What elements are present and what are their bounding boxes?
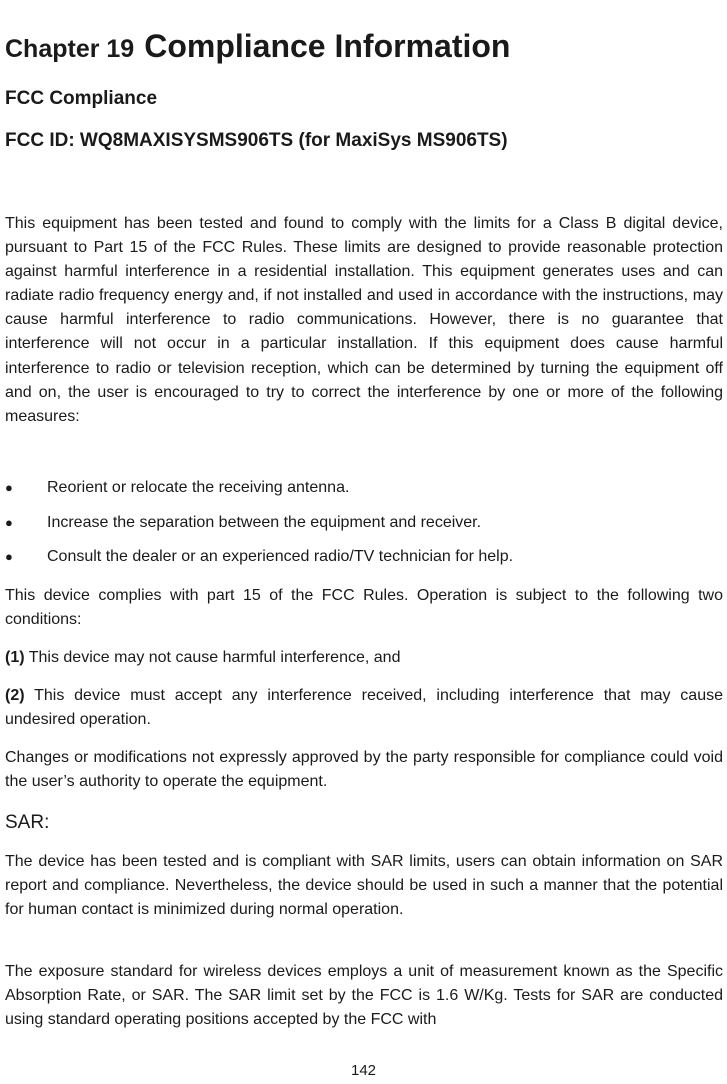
condition-1 [5,646,723,670]
fcc-compliance-heading: FCC Compliance [5,88,158,109]
page-number: 142 [350,1062,377,1079]
condition-1-text: This device may not cause harmful interference, and [24,649,401,666]
bullet-icon: ● [5,480,13,495]
condition-1-label: (1) [5,649,25,666]
bullet-text: Consult the dealer or an experienced radio/TV technician for help. [47,548,514,565]
exposure-paragraph: The exposure standard for wireless devices employs a unit of measurement known as the Specific Absorption Rate, or SAR. The SAR limit set by the FCC is 1.6 W/Kg. Tests for SAR are conducted using standard operating positions accepted by the FCC with [5,963,723,1029]
condition-2-label: (2) [5,687,25,704]
chapter-number: Chapter 19 [5,35,135,63]
bullet-icon: ● [5,549,13,564]
complies-paragraph: This device complies with part 15 of the FCC Rules. Operation is subject to the following two conditions: [5,587,723,629]
chapter-heading [5,28,510,65]
chapter-title: Compliance Information [144,28,511,64]
sar-heading: SAR: [5,812,50,833]
sar-paragraph: The device has been tested and is compliant with SAR limits, users can obtain information on SAR report and compliance. Nevertheless, the device should be used in such a manner that the potential for human contact is minimized during normal operation. [5,853,723,919]
bullet-text: Reorient or relocate the receiving antenna. [47,479,350,496]
intro-paragraph: This equipment has been tested and found to comply with the limits for a Class B digital device, pursuant to Part 15 of the FCC Rules. These limits are designed to provide reasonable protection against harmful interference in a residential installation. This equipment generates uses and can radiate radio frequency energy and, if not installed and used in accordance with the instructions, may cause harmful interference to radio communications. However, there is no guarantee that interference will not occur in a particular installation. If this equipment does cause harmful interference to radio or television reception, which can be determined by turning the equipment off and on, the user is encouraged to try to correct the interference by one or more of the following measures: [5,215,723,425]
fcc-id-heading: FCC ID: WQ8MAXISYSMS906TS (for MaxiSys MS906TS) [5,130,508,151]
condition-2-text: This device must accept any interference received, including interference that may cause undesired operation. [5,687,723,729]
bullet-text: Increase the separation between the equipment and receiver. [47,514,482,531]
bullet-icon: ● [5,515,13,530]
condition-2 [5,684,723,732]
changes-paragraph: Changes or modifications not expressly approved by the party responsible for compliance could void the user’s authority to operate the equipment. [5,749,723,791]
